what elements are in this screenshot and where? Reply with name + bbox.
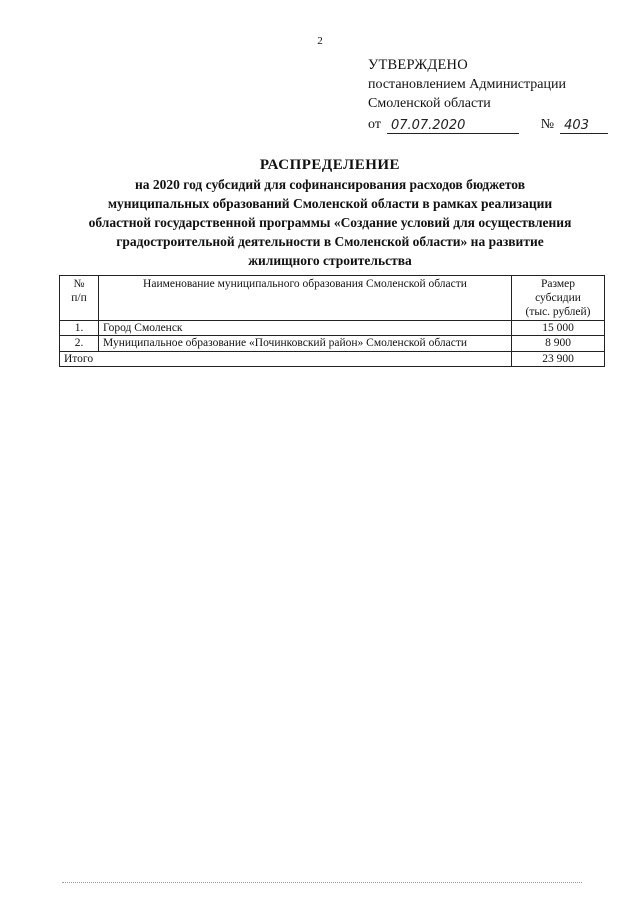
page-number: 2 [317,35,323,47]
row-amount: 15 000 [512,321,605,336]
row-name: Город Смоленск [99,321,512,336]
table-total-row [60,352,605,367]
header-size-line: Размер [540,278,575,290]
approval-stamp [368,56,608,134]
document-title: РАСПРЕДЕЛЕНИЕ [259,157,401,173]
row-amount: 8 900 [512,336,605,352]
distribution-table [59,275,605,367]
subtitle-line: областной государственной программы «Создание условий для осуществления [88,215,572,230]
subtitle-line: градостроительной деятельности в Смоленской области» на развитие [116,234,544,249]
approval-number: 403 [560,119,608,134]
document-title-block [60,155,600,270]
approval-date-row [368,115,608,134]
total-label: Итого [60,352,512,367]
header-size-line: (тыс. рублей) [525,306,591,318]
header-name: Наименование муниципального образования Смоленской области [99,276,512,321]
document-subtitle [60,175,600,270]
table-row [60,321,605,336]
table-header-row [60,276,605,321]
subtitle-line: муниципальных образований Смоленской области в рамках реализации [107,196,553,211]
approval-heading: УТВЕРЖДЕНО [368,57,468,73]
header-number-line: № [73,278,85,290]
approval-line-1: постановлением Администрации [368,77,566,92]
subtitle-line: на 2020 год субсидий для софинансирования расходов бюджетов [135,177,525,192]
row-number: 2. [60,336,99,352]
row-name: Муниципальное образование «Починковский район» Смоленской области [99,336,512,352]
row-number: 1. [60,321,99,336]
approval-line-2: Смоленской области [368,96,491,111]
approval-date: 07.07.2020 [387,119,519,134]
header-size-line: субсидии [535,292,581,304]
number-label: № [540,117,555,132]
header-number-line: п/п [71,292,87,304]
date-prefix: от [368,117,381,132]
subtitle-line: жилищного строительства [248,253,412,268]
header-size [512,276,605,321]
header-number [60,276,99,321]
total-amount: 23 900 [512,352,605,367]
table-row [60,336,605,352]
footer-divider [62,882,582,883]
